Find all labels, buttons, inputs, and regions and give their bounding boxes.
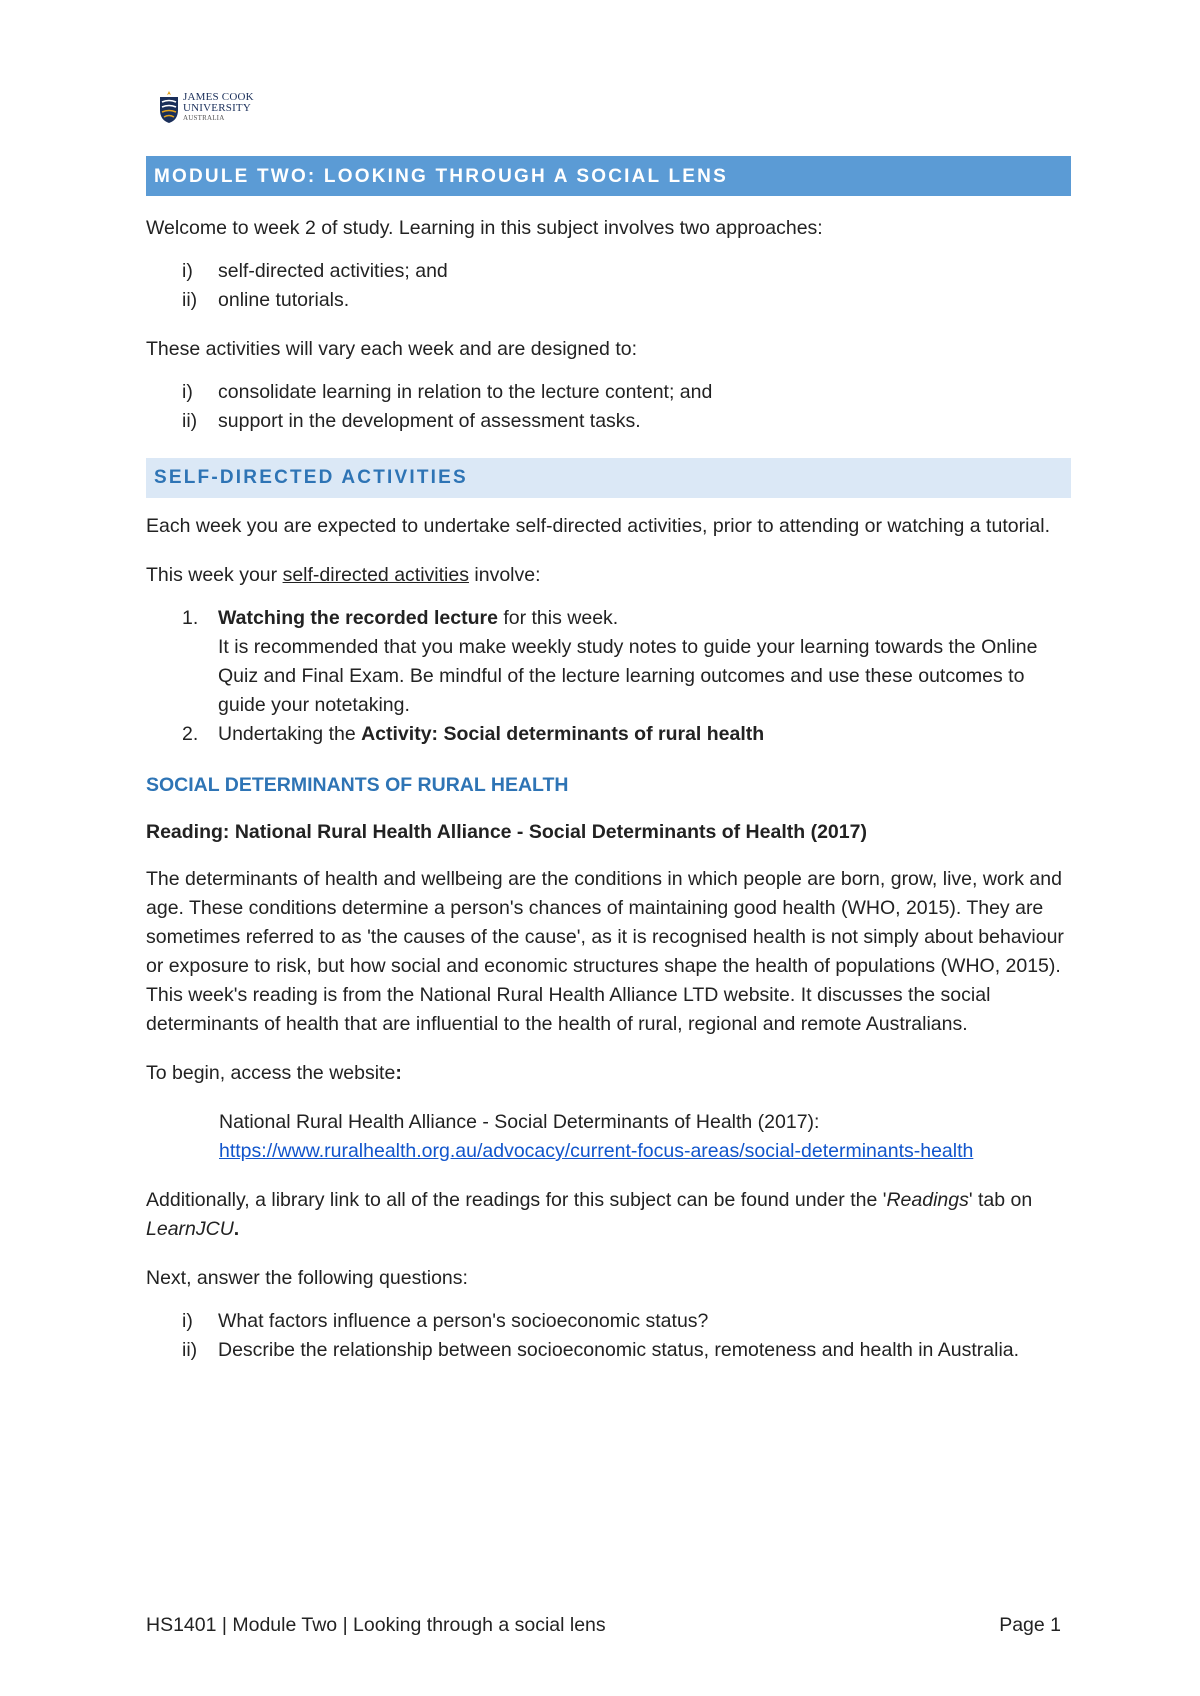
list-item: i) self-directed activities; and bbox=[182, 260, 448, 282]
list-item: 1. Watching the recorded lecture for this week. It is recommended that you make weekly study notes to guide your learning towards the Online Quiz and Final Exam. Be mindful of the lecture learning outcomes and use these outcomes to guide your notetaking. bbox=[182, 607, 1038, 716]
main-content bbox=[146, 156, 1071, 1365]
library-text: Additionally, a library link to all of the readings for this subject can be found under the 'Readings' tab on LearnJCU. bbox=[146, 1189, 1033, 1240]
list-item: ii) Describe the relationship between socioeconomic status, remoteness and health in Australia. bbox=[182, 1339, 1020, 1361]
list-item: ii) support in the development of assessment tasks. bbox=[182, 410, 641, 432]
list-item: 2. Undertaking the Activity: Social determinants of rural health bbox=[182, 723, 765, 745]
access-text: To begin, access the website: bbox=[146, 1062, 402, 1084]
page-footer bbox=[146, 1612, 1061, 1638]
designed-text: These activities will vary each week and are designed to: bbox=[146, 338, 638, 360]
activities-list bbox=[146, 604, 1071, 749]
section-heading-self-directed: SELF-DIRECTED ACTIVITIES bbox=[146, 458, 1071, 498]
this-week-text: This week your self-directed activities involve: bbox=[146, 564, 541, 586]
reference-url-link[interactable]: https://www.ruralhealth.org.au/advocacy/current-focus-areas/social-determinants-health bbox=[219, 1140, 974, 1162]
welcome-text: Welcome to week 2 of study. Learning in this subject involves two approaches: bbox=[146, 217, 823, 239]
self-directed-intro: Each week you are expected to undertake self-directed activities, prior to attending or watching a tutorial. bbox=[146, 515, 1050, 537]
list-item: i) What factors influence a person's socioeconomic status? bbox=[182, 1310, 709, 1332]
reference-title: National Rural Health Alliance - Social Determinants of Health (2017): bbox=[219, 1111, 820, 1133]
logo-name2: UNIVERSITY bbox=[183, 102, 251, 114]
determinants-body: The determinants of health and wellbeing are the conditions in which people are born, grow, live, work and age. These conditions determine a person's chances of maintaining good health (WHO, 2015). They are sometimes referred to as 'the causes of the cause', as it is recognised health is not simply about behaviour or exposure to risk, but how social and economic structures shape the health of populations (WHO, 2015). This week's reading is from the National Rural Health Alliance LTD website. It discusses the social determinants of health that are influential to the health of rural, regional and remote Australians. bbox=[146, 868, 1064, 1035]
list-item: i) consolidate learning in relation to the lecture content; and bbox=[182, 381, 713, 403]
aims-list bbox=[146, 378, 1071, 436]
self-directed-activities-link[interactable]: self-directed activities bbox=[282, 564, 469, 586]
item1-detail: It is recommended that you make weekly study notes to guide your learning towards the Online Quiz and Final Exam. Be mindful of the lecture learning outcomes and use these outcomes to guide your notetaking. bbox=[218, 636, 1038, 716]
approaches-list bbox=[146, 257, 1071, 315]
footer-title: HS1401 | Module Two | Looking through a social lens bbox=[146, 1614, 606, 1636]
university-logo bbox=[158, 88, 278, 134]
crest-icon bbox=[158, 90, 180, 124]
page-number: Page 1 bbox=[999, 1614, 1061, 1636]
website-reference bbox=[146, 1108, 1071, 1166]
logo-name: JAMES COOK bbox=[183, 91, 254, 103]
page-title: MODULE TWO: LOOKING THROUGH A SOCIAL LENS bbox=[146, 156, 1071, 196]
reading-title: Reading: National Rural Health Alliance - Social Determinants of Health (2017) bbox=[146, 821, 867, 843]
section-heading-social-determinants: SOCIAL DETERMINANTS OF RURAL HEALTH bbox=[146, 774, 569, 796]
questions-list bbox=[146, 1307, 1071, 1365]
list-item: ii) online tutorials. bbox=[182, 289, 350, 311]
logo-wordmark bbox=[183, 92, 254, 123]
logo-region: AUSTRALIA bbox=[183, 114, 225, 122]
next-text: Next, answer the following questions: bbox=[146, 1267, 468, 1289]
